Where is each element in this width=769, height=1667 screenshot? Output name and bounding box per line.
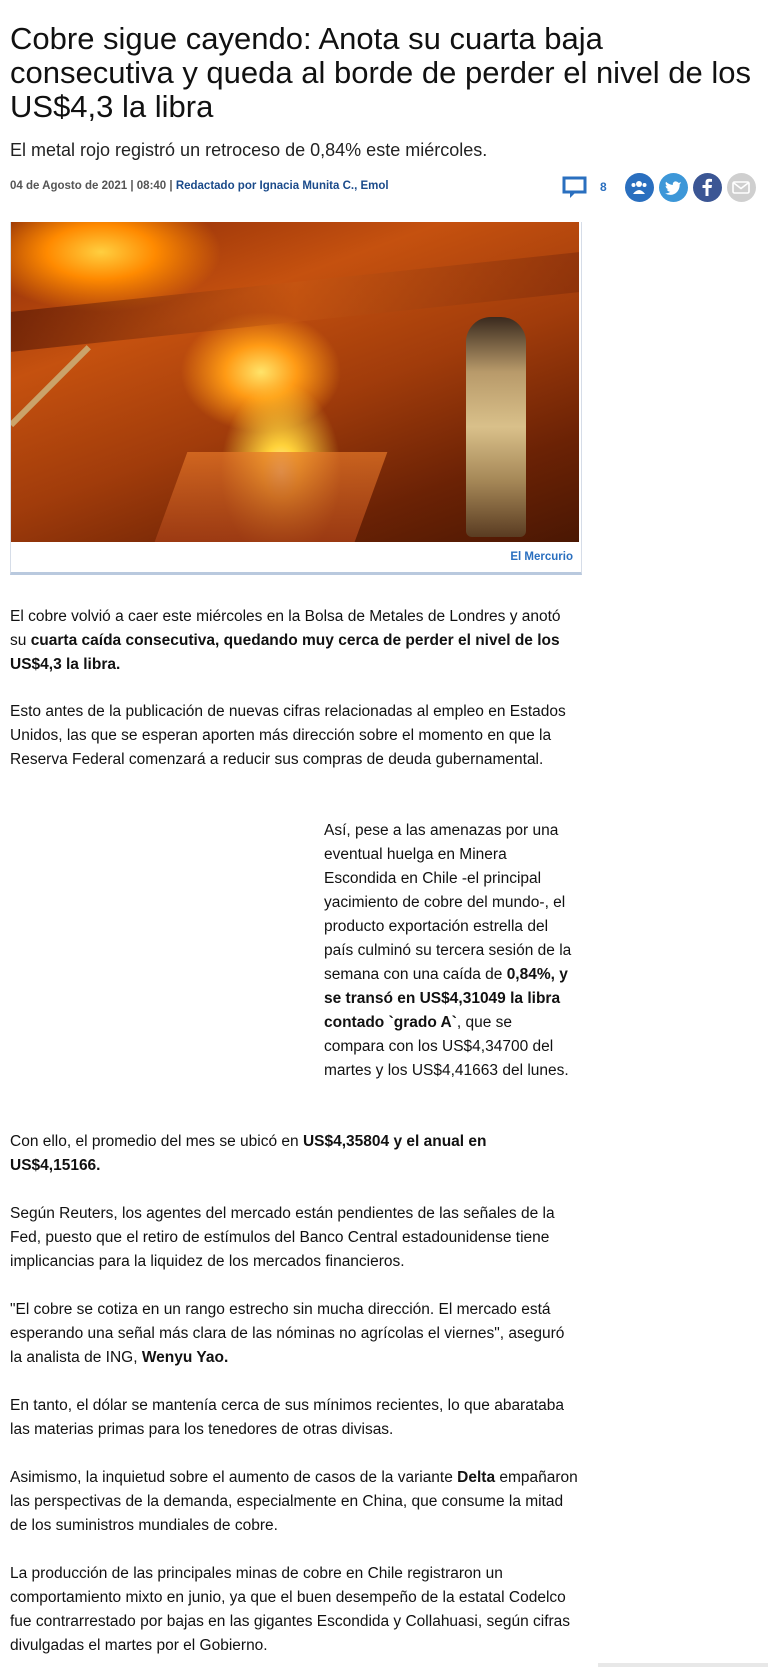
horizontal-scrollbar[interactable] xyxy=(598,1663,768,1667)
article-title: Cobre sigue cayendo: Anota su cuarta baja consecutiva y queda al borde de perder el nivel de los US$4,3 la libra xyxy=(10,21,752,124)
paragraph: Según Reuters, los agentes del mercado están pendientes de las señales de la Fed, puesto que el retiro de estímulos del Banco Central estadounidense tiene implicancias para la liquidez de los mercados financieros. xyxy=(10,1205,555,1270)
article-figure xyxy=(10,222,582,575)
paragraph: Asimismo, la inquietud sobre el aumento de casos de la variante Delta empañaron las perspectivas de la demanda, especialmente en China, que consume la mitad de los suministros mundiales de cobre. xyxy=(10,1469,578,1534)
mail-icon[interactable] xyxy=(727,173,756,202)
twitter-icon[interactable] xyxy=(659,173,688,202)
paragraph: "El cobre se cotiza en un rango estrecho sin mucha dirección. El mercado está esperando una señal más clara de las nóminas no agrícolas el viernes", aseguró la analista de ING, Wenyu Yao. xyxy=(10,1301,565,1366)
article-author-link[interactable]: Redactado por Ignacia Munita C., Emol xyxy=(175,180,389,192)
article-subtitle: El metal rojo registró un retroceso de 0,84% este miércoles. xyxy=(10,140,488,160)
comment-icon[interactable] xyxy=(562,175,588,199)
social-bar xyxy=(562,172,761,202)
article-date: 04 de Agosto de 2021 | 08:40 | xyxy=(10,180,176,192)
paragraph: La producción de las principales minas de cobre en Chile registraron un comportamiento mixto en junio, ya que el buen desempeño de la estatal Codelco fue contrarrestado por bajas en las gigantes Escondida y Collahuasi, según cifras divulgadas el martes por el Gobierno. xyxy=(10,1565,571,1654)
paragraph: Así, pese a las amenazas por una eventual huelga en Minera Escondida en Chile -el principal yacimiento de cobre del mundo-, el producto exportación estrella del país culminó su tercera sesión de la semana con una caída de 0,84%, y se transó en US$4,31049 la libra contado `grado A`, que se compara con los US$4,34700 del martes y los US$4,41663 del lunes. xyxy=(324,822,572,1079)
article-photo[interactable] xyxy=(11,222,579,542)
paragraph: Esto antes de la publicación de nuevas cifras relacionadas al empleo en Estados Unidos, las que se esperan aporten más dirección sobre el momento en que la Reserva Federal comenzará a reducir sus compras de deuda gubernamental. xyxy=(10,703,566,768)
facebook-icon[interactable] xyxy=(693,173,722,202)
group-icon[interactable] xyxy=(625,173,654,202)
paragraph: El cobre volvió a caer este miércoles en la Bolsa de Metales de Londres y anotó su cuarta caída consecutiva, quedando muy cerca de perder el nivel de los US$4,3 la libra. xyxy=(10,608,561,673)
paragraph: Con ello, el promedio del mes se ubicó en US$4,35804 y el anual en US$4,15166. xyxy=(10,1133,487,1174)
image-caption: El Mercurio xyxy=(11,542,581,572)
article-meta xyxy=(10,180,389,192)
comment-count[interactable]: 8 xyxy=(600,180,607,194)
paragraph: En tanto, el dólar se mantenía cerca de sus mínimos recientes, lo que abarataba las materias primas para los tenedores de otras divisas. xyxy=(10,1397,565,1438)
